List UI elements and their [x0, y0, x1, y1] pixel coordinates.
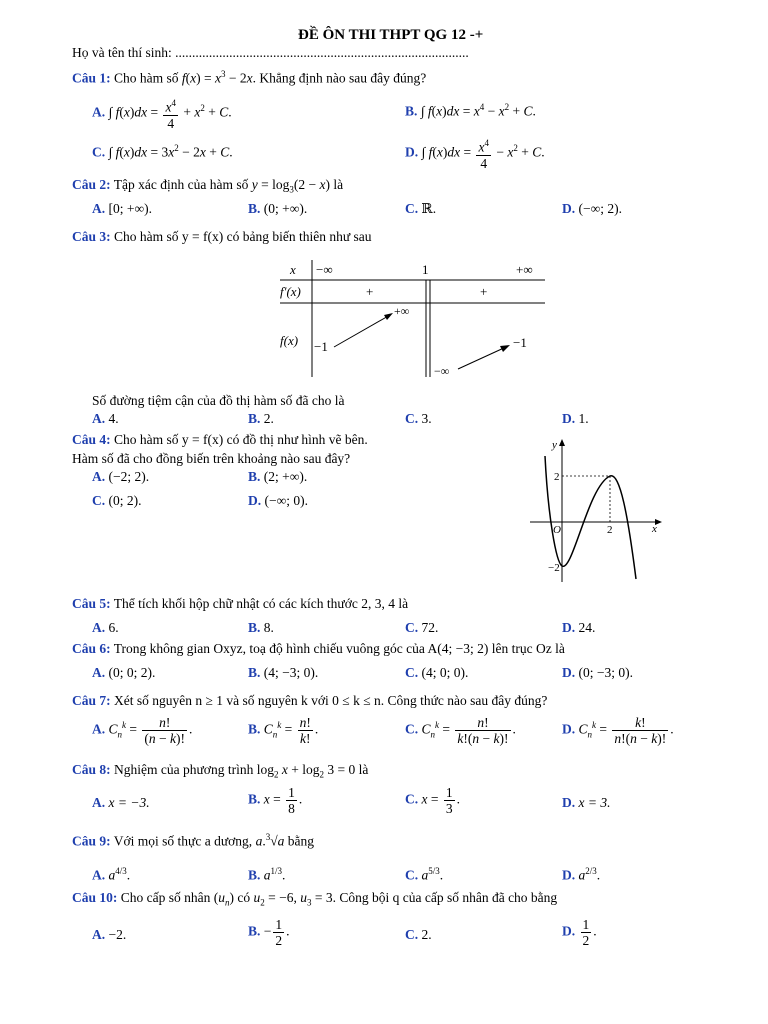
q6-option-a[interactable]: A. (0; 0; 2). — [92, 665, 156, 680]
q9-option-d[interactable]: D. $a^{2/3}$. — [562, 866, 601, 883]
q2-option-c[interactable]: C. ℝ. — [405, 201, 437, 216]
table-arrow-up-1 — [334, 315, 390, 347]
question-1-stem: Câu 1: Cho hàm số $f(x) = x^3 - 2x$. Khẳng định nào sau đây đúng? — [72, 69, 427, 86]
q8-option-b[interactable]: B. x = $\frac{1}{8}$ . — [248, 785, 303, 816]
q7-option-b[interactable]: B. $C_n^k$ = $\frac{n!}{k!}$ . — [248, 715, 319, 746]
question-2-stem: Câu 2: Tập xác định của hàm số $y = \log_3(2 - x)$ là — [72, 177, 344, 195]
q6-option-b[interactable]: B. (4; −3; 0). — [248, 665, 319, 680]
question-10-stem: Câu 10: Cho cấp số nhân $(u_n)$ có $u_2 = -6$, $u_3 = 3$. Công bội q của cấp số nhân đã cho bằng — [72, 890, 558, 908]
q8-option-c[interactable]: C. x = $\frac{1}{3}$ . — [405, 785, 460, 816]
q6-option-c[interactable]: C. (4; 0; 0). — [405, 665, 469, 680]
variation-table — [270, 255, 555, 380]
question-5-stem: Câu 5: Thể tích khối hộp chữ nhật có các kích thước 2, 3, 4 là — [72, 596, 409, 611]
q4-option-d[interactable]: D. (−∞; 0). — [248, 493, 308, 508]
q10-option-a[interactable]: A. −2. — [92, 927, 127, 942]
q4-option-b[interactable]: B. (2; +∞). — [248, 469, 308, 484]
table-x-pos-inf: +∞ — [516, 262, 533, 277]
q8-option-a[interactable]: A. x = −3. — [92, 795, 150, 810]
question-3-question: Số đường tiệm cận của đồ thị hàm số đã cho là — [92, 393, 345, 408]
q7-option-c[interactable]: C. $C_n^k$ = $\frac{n!}{k!(n - k)!}$ . — [405, 715, 516, 746]
question-4-stem: Câu 4: Cho hàm số y = f(x) có đồ thị như hình vẽ bên. — [72, 432, 368, 447]
q5-option-d[interactable]: D. 24. — [562, 620, 596, 635]
q3-option-c[interactable]: C. 3. — [405, 411, 432, 426]
table-x-neg-inf: −∞ — [316, 262, 333, 277]
q2-option-d[interactable]: D. (−∞; 2). — [562, 201, 622, 216]
q10-option-b[interactable]: B. − $\frac{1}{2}$ . — [248, 917, 290, 948]
question-1-label: Câu 1: — [72, 70, 111, 86]
q5-option-b[interactable]: B. 8. — [248, 620, 274, 635]
q5-option-c[interactable]: C. 72. — [405, 620, 439, 635]
table-sign-1: + — [366, 284, 374, 299]
q1-option-c[interactable]: C. ∫ $f(x)dx = 3x^2 - 2x + C$. — [92, 143, 233, 160]
graph-tick-y-top: 2 — [554, 471, 560, 483]
table-x-one: 1 — [422, 262, 429, 277]
q4-option-a[interactable]: A. (−2; 2). — [92, 469, 150, 484]
table-x-label: x — [290, 262, 296, 277]
table-fprime-label: f′(x) — [280, 284, 301, 299]
table-sign-2: + — [480, 284, 488, 299]
question-7-stem: Câu 7: Xét số nguyên n ≥ 1 và số nguyên k với 0 ≤ k ≤ n. Công thức nào sau đây đúng? — [72, 693, 548, 708]
q5-option-a[interactable]: A. 6. — [92, 620, 119, 635]
table-f-top-value: +∞ — [394, 304, 410, 318]
graph-tick-x: 2 — [607, 524, 613, 536]
q9-option-c[interactable]: C. $a^{5/3}$. — [405, 866, 444, 883]
question-9-stem: Câu 9: Với mọi số thực a dương, a.$^3$√a bằng — [72, 832, 314, 849]
q1-option-d[interactable]: D. ∫ f(x)dx = $\frac{x^4}{4}$ − $x^2 + C$. — [405, 138, 545, 171]
question-3-stem: Câu 3: Cho hàm số y = f(x) có bảng biến thiên như sau — [72, 229, 372, 244]
table-arrow-up-2 — [458, 347, 506, 369]
cubic-graph — [528, 436, 666, 586]
student-name-line: Họ và tên thí sinh: ....................................................................................... — [72, 45, 469, 60]
graph-tick-y-bottom: −2 — [548, 562, 560, 574]
question-4-stem-line2: Hàm số đã cho đồng biến trên khoảng nào sau đây? — [72, 451, 351, 466]
q10-option-c[interactable]: C. 2. — [405, 927, 432, 942]
table-f-right-value: −1 — [513, 335, 527, 350]
question-8-stem: Câu 8: Nghiệm của phương trình $\log_2 x + \log_2 3 = 0$ là — [72, 762, 369, 780]
q10-option-d[interactable]: D. $\frac{1}{2}$ . — [562, 917, 597, 948]
q7-option-d[interactable]: D. $C_n^k$ = $\frac{k!}{n!(n - k)!}$ . — [562, 715, 674, 746]
q9-option-b[interactable]: B. $a^{1/3}$. — [248, 866, 286, 883]
graph-origin-label: O — [553, 524, 561, 536]
q7-option-a[interactable]: A. $C_n^k$ = $\frac{n!}{(n - k)!}$ . — [92, 715, 193, 746]
q6-option-d[interactable]: D. (0; −3; 0). — [562, 665, 633, 680]
q3-option-b[interactable]: B. 2. — [248, 411, 274, 426]
table-f-bottom-value: −∞ — [434, 364, 450, 378]
q4-option-c[interactable]: C. (0; 2). — [92, 493, 142, 508]
table-f-left-value: −1 — [314, 339, 328, 354]
q3-option-a[interactable]: A. 4. — [92, 411, 119, 426]
graph-y-label: y — [552, 439, 557, 451]
q1-option-b[interactable]: B. ∫ $f(x)dx = x^4 - x^2 + C$. — [405, 102, 536, 119]
q3-option-d[interactable]: D. 1. — [562, 411, 589, 426]
q2-option-b[interactable]: B. (0; +∞). — [248, 201, 308, 216]
page-title: ĐỀ ÔN THI THPT QG 12 -+ — [298, 27, 484, 43]
q1-option-a[interactable]: A. ∫ f(x)dx = $\frac{x^4}{4}$ + $x^2 + C$. — [92, 98, 232, 131]
table-f-label: f(x) — [280, 333, 299, 348]
q2-option-a[interactable]: A. [0; +∞). — [92, 201, 152, 216]
graph-x-label: x — [652, 523, 657, 535]
question-6-stem: Câu 6: Trong không gian Oxyz, toạ độ hình chiếu vuông góc của A(4; −3; 2) lên trục Oz là — [72, 641, 565, 656]
q8-option-d[interactable]: D. x = 3. — [562, 795, 611, 810]
q9-option-a[interactable]: A. $a^{4/3}$. — [92, 866, 131, 883]
